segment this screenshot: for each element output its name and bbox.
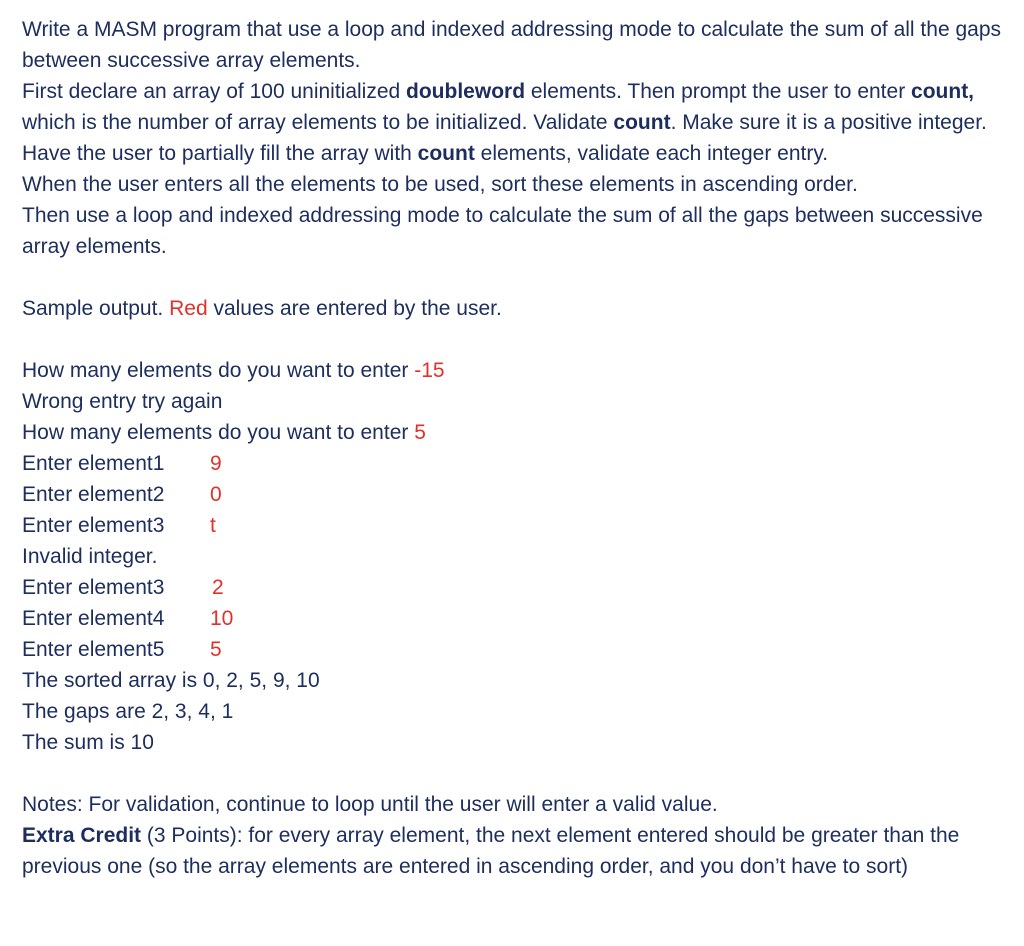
user-input-value: -15 — [414, 359, 445, 382]
sample-heading — [22, 293, 1012, 324]
prompt-text: Enter element2 — [22, 483, 165, 506]
spacer — [22, 758, 1012, 789]
text-run: elements, validate each integer entry. — [474, 142, 829, 165]
user-input-value: 2 — [212, 576, 224, 599]
bold-count: count — [417, 142, 475, 165]
user-input-value: 5 — [210, 638, 222, 661]
user-input-value: 9 — [210, 452, 222, 475]
sample-line — [22, 572, 1012, 603]
spacer — [22, 324, 1012, 355]
intro-paragraph-1: Write a MASM program that use a loop and indexed addressing mode to calculate the sum of all the gaps between successive array elements. — [22, 18, 1001, 72]
user-input-value: t — [210, 514, 216, 537]
text-run: values are entered by the user. — [207, 297, 502, 320]
intro-paragraph-5: Then use a loop and indexed addressing mode to calculate the sum of all the gaps between successive array elements. — [22, 204, 983, 258]
sample-line: Wrong entry try again — [22, 390, 223, 413]
intro-paragraph-2 — [22, 76, 1012, 138]
intro-paragraph-4: When the user enters all the elements to be used, sort these elements in ascending order. — [22, 173, 858, 196]
text-run: . Make sure it is a positive integer. — [670, 111, 987, 134]
sample-line — [22, 634, 1012, 665]
sample-line — [22, 603, 1012, 634]
sample-line — [22, 448, 1012, 479]
text-run: Have the user to partially fill the array with — [22, 142, 418, 165]
extra-credit-paragraph — [22, 820, 1012, 882]
prompt-text: Enter element1 — [22, 452, 165, 475]
document — [22, 14, 1012, 882]
intro-paragraph-3 — [22, 138, 1012, 169]
prompt-text: How many elements do you want to enter — [22, 359, 415, 382]
extra-credit-label: Extra Credit — [22, 824, 142, 847]
text-run: Sample output. — [22, 297, 170, 320]
bold-count: count — [613, 111, 671, 134]
notes-paragraph: Notes: For validation, continue to loop until the user will enter a valid value. — [22, 793, 718, 816]
prompt-text: Enter element3 — [22, 576, 165, 599]
text-run: which is the number of array elements to be initialized. Validate — [22, 111, 614, 134]
prompt-text: Enter element3 — [22, 514, 165, 537]
bold-doubleword: doubleword — [406, 80, 526, 103]
spacer — [22, 262, 1012, 293]
text-run: elements. Then prompt the user to enter — [525, 80, 912, 103]
sample-line: The sum is 10 — [22, 731, 154, 754]
sample-line: The gaps are 2, 3, 4, 1 — [22, 700, 234, 723]
sample-line — [22, 479, 1012, 510]
sample-line: The sorted array is 0, 2, 5, 9, 10 — [22, 669, 320, 692]
sample-line — [22, 417, 1012, 448]
text-run: First declare an array of 100 uninitialized — [22, 80, 407, 103]
sample-line — [22, 355, 1012, 386]
bold-count: count, — [911, 80, 975, 103]
prompt-text: Enter element4 — [22, 607, 165, 630]
prompt-text: How many elements do you want to enter — [22, 421, 415, 444]
text-run: (3 Points): for every array element, the next element entered should be greater than the previous one (so the array elements are entered in ascending order, and you don’t have to sort) — [22, 824, 960, 878]
user-input-value: 5 — [414, 421, 426, 444]
user-input-value: 10 — [210, 607, 234, 630]
prompt-text: Enter element5 — [22, 638, 165, 661]
sample-line: Invalid integer. — [22, 545, 158, 568]
user-input-value: 0 — [210, 483, 222, 506]
red-word: Red — [169, 297, 208, 320]
sample-line — [22, 510, 1012, 541]
